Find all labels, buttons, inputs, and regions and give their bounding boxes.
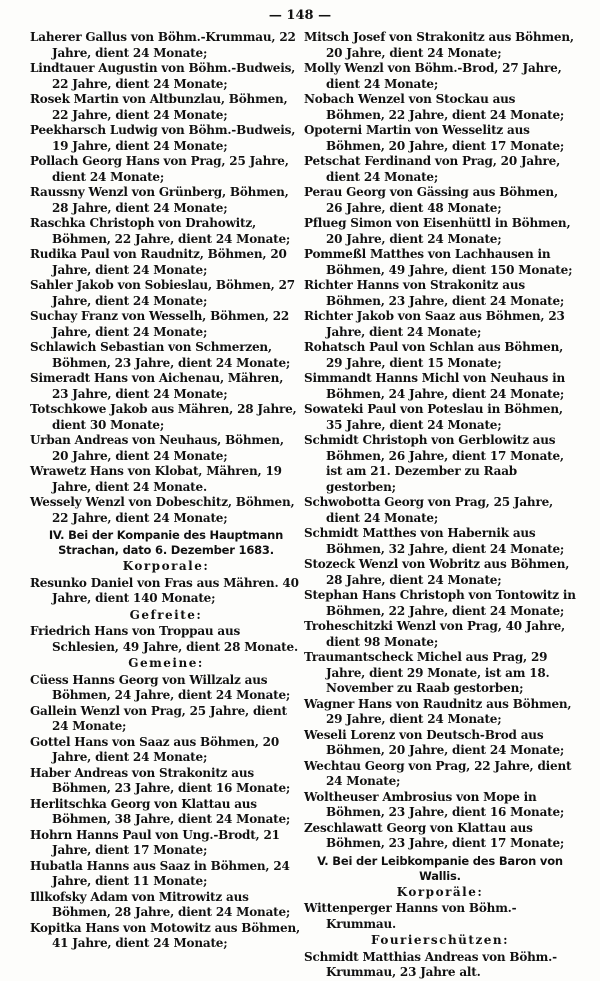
roster-entry: Wrawetz Hans von Klobat, Mähren, 19 Jahre, dient 24 Monate. [30, 464, 282, 494]
roster-entry: Sahler Jakob von Sobieslau, Böhmen, 27 Jahre, dient 24 Monate; [30, 278, 295, 308]
roster-entry: Wechtau Georg von Prag, 22 Jahre, dient 24 Monate; [304, 758, 572, 788]
roster-entry: Schwobotta Georg von Prag, 25 Jahre, dient 24 Monate; [304, 495, 553, 525]
right-column [304, 30, 576, 981]
roster-entry: Petschat Ferdinand von Prag, 20 Jahre, dient 24 Monate; [304, 154, 561, 184]
roster-entry: Wessely Wenzl von Dobeschitz, Böhmen, 22 Jahre, dient 24 Monate; [30, 495, 295, 525]
roster-entry: Urban Andreas von Neuhaus, Böhmen, 20 Jahre, dient 24 Monate; [30, 433, 284, 463]
roster-entry: Resunko Daniel von Fras aus Mähren. 40 Jahre, dient 140 Monate; [30, 575, 299, 605]
roster-entry: Nobach Wenzel von Stockau aus Böhmen, 22 Jahre, dient 24 Monate; [304, 92, 565, 122]
roster-entry: Cüess Hanns Georg von Willzalz aus Böhmen, 24 Jahre, dient 24 Monate; [30, 672, 291, 702]
roster-entry: Lindtauer Augustin von Böhm.-Budweis, 22 Jahre, dient 24 Monate; [30, 61, 296, 91]
roster-entry: Gottel Hans von Saaz aus Böhmen, 20 Jahre, dient 24 Monate; [30, 734, 279, 764]
roster-entry: Hubatla Hanns aus Saaz in Böhmen, 24 Jahre, dient 11 Monate; [30, 858, 290, 888]
rank-heading: Korporäle: [396, 884, 484, 899]
roster-entry: Suchay Franz von Wesselh, Böhmen, 22 Jahre, dient 24 Monate; [30, 309, 290, 339]
roster-entry: Opoterni Martin von Wesselitz aus Böhmen, 20 Jahre, dient 17 Monate; [304, 123, 565, 153]
roster-entry: Illkofsky Adam von Mitrowitz aus Böhmen, 28 Jahre, dient 24 Monate; [30, 889, 291, 919]
roster-entry: Kopitka Hans von Motowitz aus Böhmen, 41 Jahre, dient 24 Monate; [30, 920, 300, 950]
roster-entry: Richter Hanns von Strakonitz aus Böhmen, 23 Jahre, dient 24 Monate; [304, 278, 565, 308]
roster-entry: Schmidt Matthes von Habernik aus Böhmen, 32 Jahre, dient 24 Monate; [304, 526, 565, 556]
roster-entry: Totschkowe Jakob aus Mähren, 28 Jahre, dient 30 Monate; [30, 402, 297, 432]
company-heading: IV. Bei der Kompanie des Hauptmann Strachan, dato 6. Dezember 1683. [48, 528, 284, 557]
roster-entry: Pommeßl Matthes von Lachhausen in Böhmen, 49 Jahre, dient 150 Monate; [304, 247, 573, 277]
roster-entry: Rosek Martin von Altbunzlau, Böhmen, 22 Jahre, dient 24 Monate; [30, 92, 288, 122]
rank-heading: Fourierschützen: [370, 933, 510, 947]
roster-entry: Wittenperger Hanns von Böhm.-Krummau. [304, 901, 517, 931]
roster-entry: Weseli Lorenz von Deutsch-Brod aus Böhmen, 20 Jahre, dient 24 Monate; [304, 727, 565, 757]
roster-entry: Sowateki Paul von Poteslau in Böhmen, 35 Jahre, dient 24 Monate; [304, 402, 563, 432]
roster-entry: Stephan Hans Christoph von Tontowitz in Böhmen, 22 Jahre, dient 24 Monate; [304, 588, 576, 618]
roster-entry: Richter Jakob von Saaz aus Böhmen, 23 Jahre, dient 24 Monate; [304, 309, 565, 339]
roster-entry: Stozeck Wenzl von Wobritz aus Böhmen, 28 Jahre, dient 24 Monate; [304, 557, 570, 587]
roster-entry: Gallein Wenzl von Prag, 25 Jahre, dient 24 Monate; [30, 703, 287, 733]
roster-entry: Rohatsch Paul von Schlan aus Böhmen, 29 Jahre, dient 15 Monate; [304, 340, 564, 370]
roster-entry: Raschka Christoph von Drahowitz, Böhmen, 22 Jahre, dient 24 Monate; [30, 216, 291, 246]
roster-entry: Wagner Hans von Raudnitz aus Böhmen, 29 Jahre, dient 24 Monate; [304, 696, 572, 726]
roster-entry: Simeradt Hans von Aichenau, Mähren, 23 Jahre, dient 24 Monate; [30, 371, 284, 401]
roster-entry: Mitsch Josef von Strakonitz aus Böhmen, 20 Jahre, dient 24 Monate; [304, 30, 574, 60]
roster-entry: Raussny Wenzl von Grünberg, Böhmen, 28 Jahre, dient 24 Monate; [30, 185, 289, 215]
page-number: — 148 — [268, 8, 332, 23]
roster-entry: Woltheuser Ambrosius von Mope in Böhmen, 23 Jahre, dient 16 Monate; [304, 789, 565, 819]
rank-heading: Gefreite: [129, 607, 203, 622]
roster-entry: Zeschlawatt Georg von Klattau aus Böhmen, 23 Jahre, dient 17 Monate; [304, 820, 565, 850]
roster-entry: Simmandt Hanns Michl von Neuhaus in Böhmen, 24 Jahre, dient 24 Monate; [304, 371, 565, 401]
roster-entry: Friedrich Hans von Troppau aus Schlesien, 49 Jahre, dient 28 Monate. [30, 624, 298, 654]
left-column [30, 30, 302, 952]
roster-entry: Peekharsch Ludwig von Böhm.-Budweis, 19 Jahre, dient 24 Monate; [30, 123, 296, 153]
roster-entry: Traumantscheck Michel aus Prag, 29 Jahre, dient 29 Monate, ist am 18. November zu Raab gestorben; [304, 650, 550, 695]
roster-entry: Hohrn Hanns Paul von Ung.-Brodt, 21 Jahre, dient 17 Monate; [30, 827, 280, 857]
roster-entry: Rudika Paul von Raudnitz, Böhmen, 20 Jahre, dient 24 Monate; [30, 247, 287, 277]
roster-entry: Schlawich Sebastian von Schmerzen, Böhmen, 23 Jahre, dient 24 Monate; [30, 340, 291, 370]
roster-entry: Pollach Georg Hans von Prag, 25 Jahre, dient 24 Monate; [30, 154, 289, 184]
roster-entry: Haber Andreas von Strakonitz aus Böhmen, 23 Jahre, dient 16 Monate; [30, 765, 291, 795]
roster-entry: Herlitschka Georg von Klattau aus Böhmen, 38 Jahre, dient 24 Monate; [30, 796, 291, 826]
roster-entry: Troheschitzki Wenzl von Prag, 40 Jahre, dient 98 Monate; [304, 619, 566, 649]
roster-entry: Perau Georg von Gässing aus Böhmen, 26 Jahre, dient 48 Monate; [304, 185, 558, 215]
rank-heading: Korporale: [122, 559, 210, 573]
roster-entry: Pflueg Simon von Eisenhüttl in Böhmen, 20 Jahre, dient 24 Monate; [304, 216, 571, 246]
company-heading: V. Bei der Leibkompanie des Baron von Wallis. [317, 853, 563, 883]
roster-entry: Schmidt Matthias Andreas von Böhm.-Krummau, 23 Jahre alt. [304, 949, 557, 979]
rank-heading: Gemeine: [128, 656, 204, 670]
roster-entry: Laherer Gallus von Böhm.-Krummau, 22 Jahre, dient 24 Monate; [30, 30, 296, 60]
roster-entry: Schmidt Christoph von Gerblowitz aus Böhmen, 26 Jahre, dient 17 Monate, ist am 21. Dezember zu Raab gestorben; [304, 433, 564, 494]
roster-entry: Molly Wenzl von Böhm.-Brod, 27 Jahre, dient 24 Monate; [304, 61, 562, 91]
